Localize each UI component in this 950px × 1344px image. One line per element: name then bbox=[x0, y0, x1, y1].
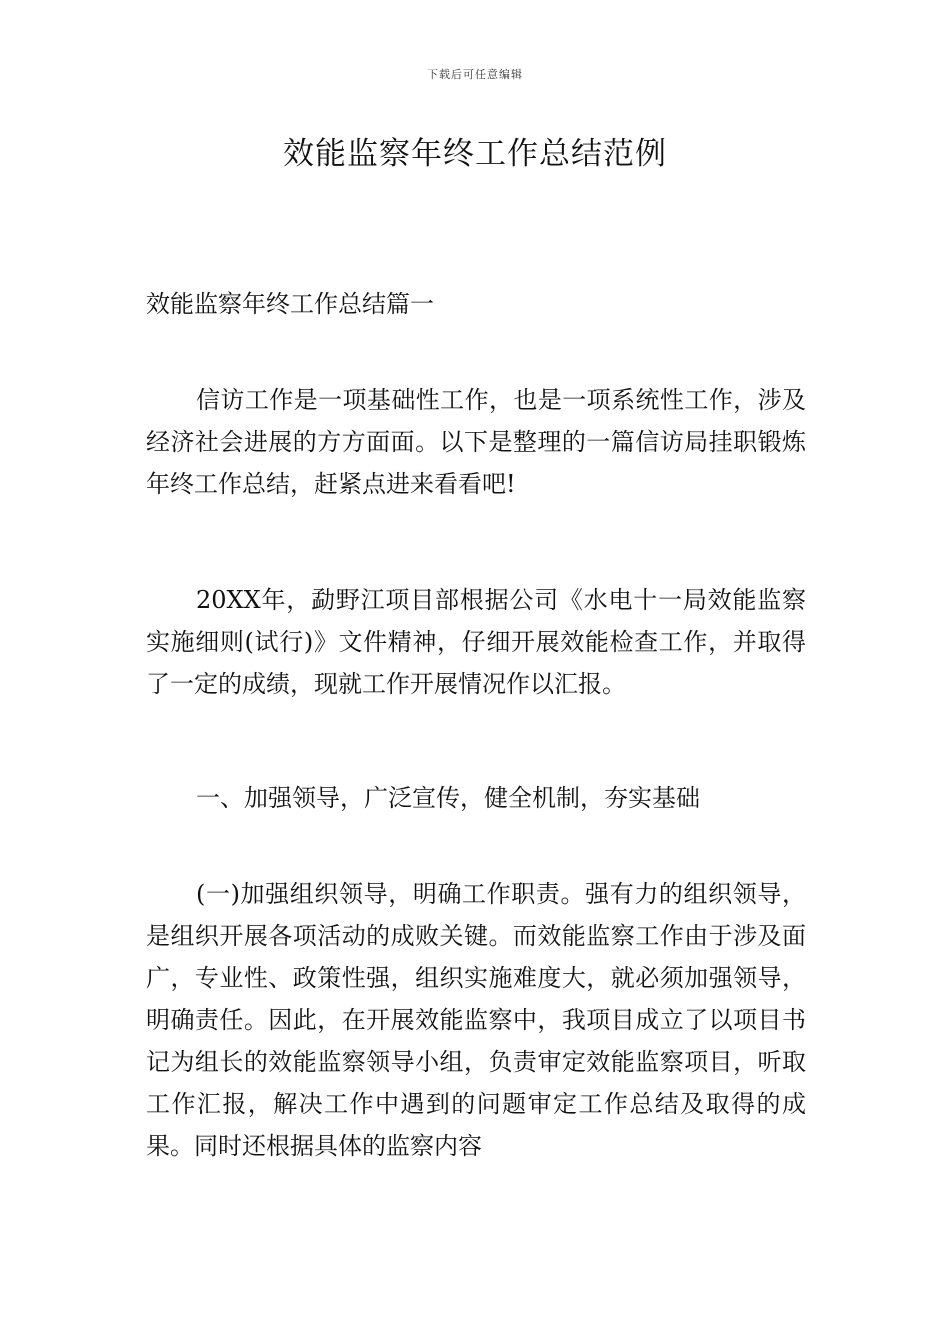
paragraph-intro: 信访工作是一项基础性工作，也是一项系统性工作，涉及经济社会进展的方方面面。以下是整理的一篇信访局挂职锻炼年终工作总结，赶紧点进来看看吧! bbox=[146, 386, 806, 498]
header-note: 下载后可任意编辑 bbox=[427, 68, 523, 81]
document-title: 效能监察年终工作总结范例 bbox=[283, 136, 667, 172]
heading-section-one: 一、加强领导，广泛宣传，健全机制，夯实基础 bbox=[196, 784, 700, 812]
paragraph-organization: (一)加强组织领导，明确工作职责。强有力的组织领导，是组织开展各项活动的成败关键。而效能监察工作由于涉及面广，专业性、政策性强，组织实施难度大，就必须加强领导，明确责任。因此，在开展效能监察中，我项目成立了以项目书记为组长的效能监察领导小组，负责审定效能监察项目，听取工作汇报，解决工作中遇到的问题审定工作总结及取得的成果。同时还根据具体的监察内容 bbox=[146, 880, 806, 1160]
section-title: 效能监察年终工作总结篇一 bbox=[146, 290, 434, 318]
paragraph-overview: 20XX年，勐野江项目部根据公司《水电十一局效能监察实施细则(试行)》文件精神，仔细开展效能检查工作，并取得了一定的成绩，现就工作开展情况作以汇报。 bbox=[146, 586, 806, 698]
